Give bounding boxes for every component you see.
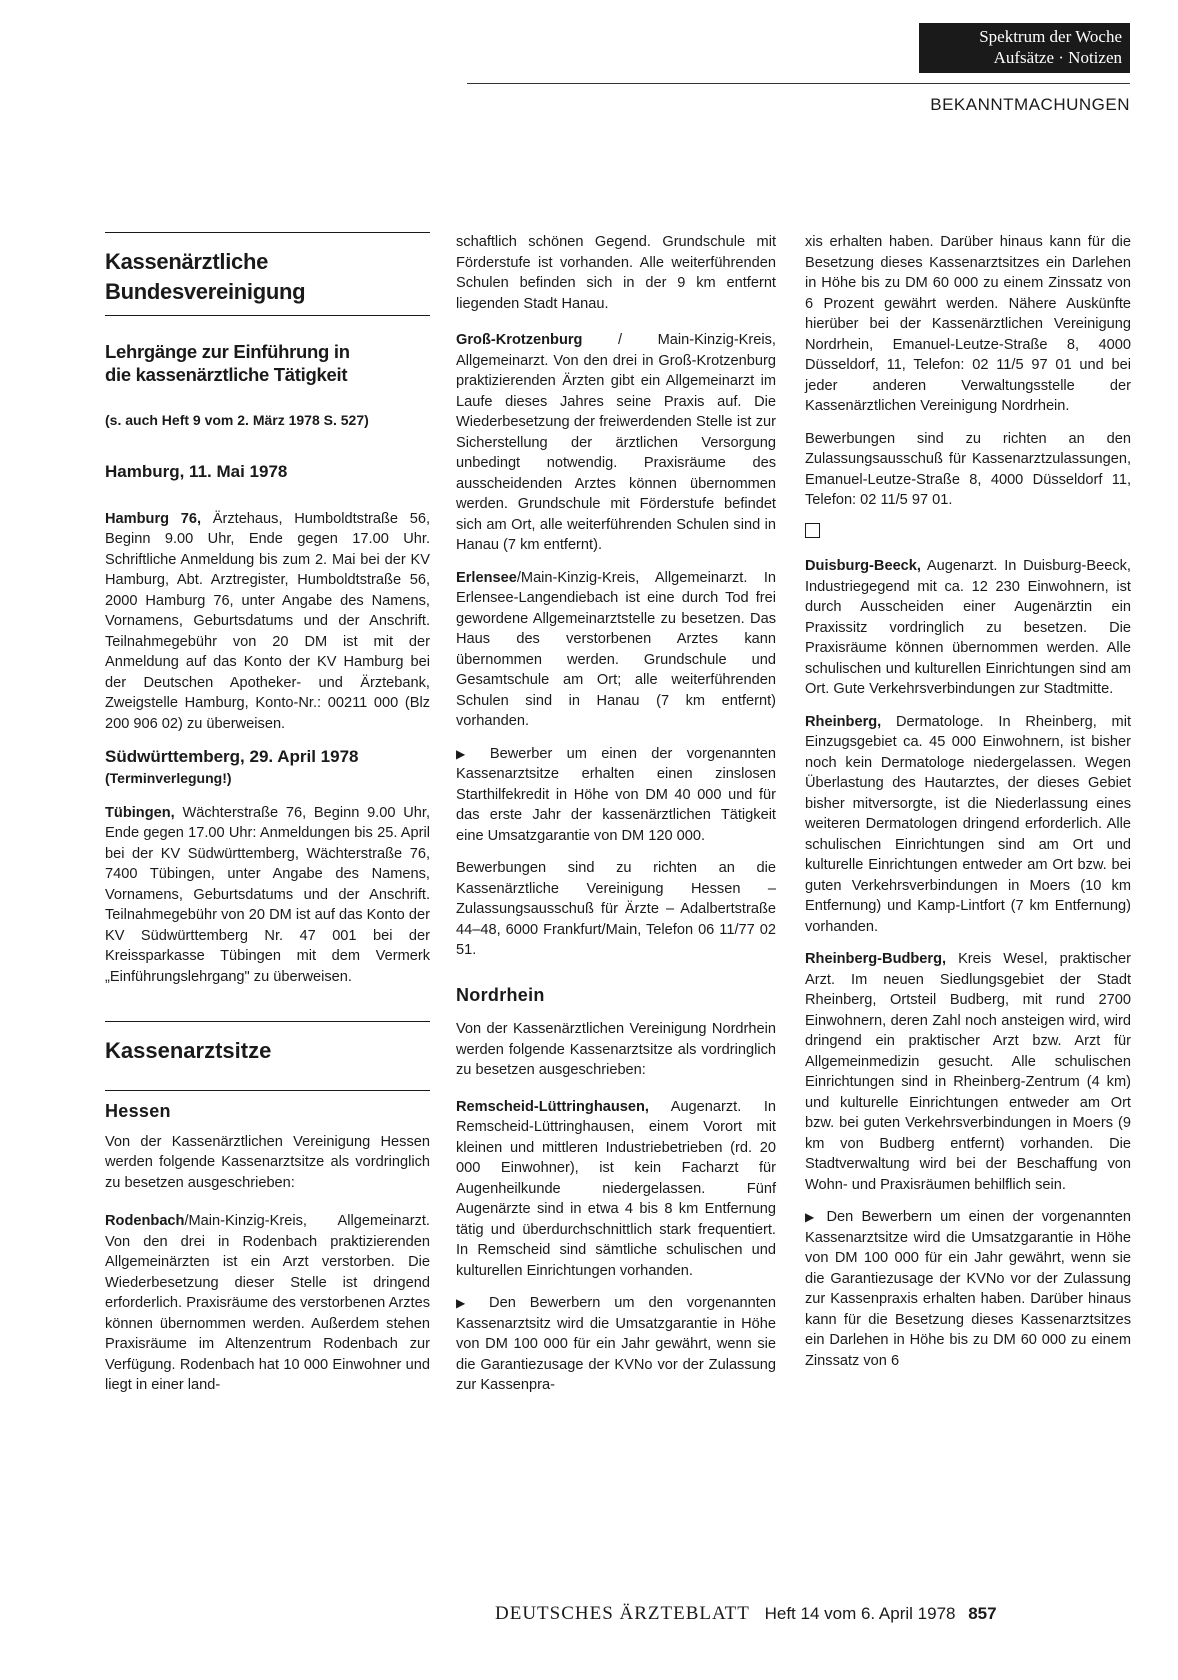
- entry-text: Kreis Wesel, praktischer Arzt. Im neuen Siedlungsgebiet der Stadt Rheinberg, Ortsteil Budberg, mit rund 2700 Einwohnern, deren Zahl noch ansteigen wird, wird dringend ein praktischer Arzt bzw. Arzt für Allgemeinmedizin gesucht. Alle schulischen Einrichtungen sind in Rheinberg-Zentrum (4 km) und kulturelle Einrichtungen entweder am Ort bzw. bei guten Verkehrsverbindungen in Moers (9 km von Budberg entfernt) vorhanden. Die Stadtverwaltung wird bei der Beschaffung von Wohn- und Praxisräumen behilflich sein.: [805, 951, 1131, 1193]
- column-2: [456, 232, 776, 1408]
- entry-lead: Erlensee: [456, 569, 517, 586]
- entry-lead: Groß-Krotzenburg: [456, 332, 583, 348]
- entry-lead: Tübingen,: [105, 804, 175, 821]
- header-rule: [467, 83, 1130, 84]
- issue-info: Heft 14 vom 6. April 1978: [764, 1604, 956, 1623]
- note-bewerber: [456, 744, 776, 847]
- entry-duisburg: [805, 556, 1131, 700]
- badge-line-1: Spektrum der Woche: [979, 27, 1122, 46]
- continued-text: schaftlich schönen Gegend. Grundschule mit Förderstufe ist vorhanden. Alle weiterführenden Schulen befinden sich in der 9 km entfernt liegenden Stadt Hanau.: [456, 234, 776, 312]
- entry-text: Augenarzt. In Duisburg-Beeck, Industriegegend mit ca. 12 230 Einwohnern, ist durch Ausscheiden einer Augenärztin ein Praxissitz vordringlich zu besetzen. Die Praxisräume können übernommen werden. Alle schulischen und kulturellen Einrichtungen sind am Ort. Gute Verkehrsverbindungen zur Stadtmitte.: [805, 558, 1131, 697]
- heading-kbv: Kassenärztliche Bundesvereinigung: [105, 249, 306, 304]
- heading-kassenarztsitze: Kassenarztsitze: [105, 1038, 272, 1063]
- entry-text: /Main-Kinzig-Kreis, Allgemeinarzt. Von den drei in Rodenbach praktizierenden Allgemeinärzten ist ein Arzt verstorben. Die Wiederbesetzung dieser Stelle ist dringend erforderlich. Praxisräume des verstorbenen Arztes können übernommen werden. Außerdem stehen Praxisräume im Altenzentrum Rodenbach zur Verfügung. Rodenbach hat 10 000 Einwohner und liegt in einer land-: [105, 1213, 430, 1393]
- heading-hessen: Hessen: [105, 1101, 171, 1121]
- entry-lead: Duisburg-Beeck,: [805, 558, 921, 574]
- note-terminverlegung: (Terminverlegung!): [105, 770, 232, 786]
- entry-rheinberg: [805, 712, 1131, 938]
- heading-hamburg: Hamburg, 11. Mai 1978: [105, 461, 288, 481]
- note-text: Den Bewerbern um einen der vorgenannten Kassenarztsitze wird die Umsatzgarantie in Höhe von DM 100 000 für ein Jahr gewährt, wenn sie die Garantiezusage der KVNo vor der Zulassung zur Kassenpraxis erhalten haben. Darüber hinaus kann für die Besetzung dieses Kassenarztsitzes ein Darlehen in Höhe bis zu DM 60 000 zu einem Zinssatz von 6: [805, 1209, 1132, 1369]
- entry-text: Augenarzt. In Remscheid-Lüttringhausen, einem Vorort mit kleinen und mittleren Industriebetrieben (rd. 20 000 Einwohner), ist kein Facharzt für Augenheilkunde niedergelassen. Fünf Augenärzte sind in etwa 4 bis 8 km Entfernung tätig und überdurchschnittlich stark frequentiert. In Remscheid sind sämtliche schulischen und kulturellen Einrichtungen vorhanden.: [456, 1098, 776, 1279]
- entry-tuebingen: [105, 803, 430, 988]
- heading-nordrhein: Nordrhein: [456, 984, 545, 1005]
- page-footer: [495, 1603, 1131, 1625]
- entry-lead: Rheinberg,: [805, 713, 882, 730]
- heading-lehrgaenge: Lehrgänge zur Einführung in die kassenärztliche Tätigkeit: [105, 341, 350, 385]
- section-badge: [919, 23, 1130, 73]
- note-bewerbungen: Bewerbungen sind zu richten an die Kassenärztliche Vereinigung Hessen – Zulassungsausschuß für Ärzte – Adalbertstraße 44–48, 6000 Frankfurt/Main, Telefon 06 11/77 02 51.: [456, 860, 776, 958]
- arrow-icon: ▶: [805, 1210, 819, 1224]
- column-3: [805, 232, 1131, 1383]
- entry-text: /Main-Kinzig-Kreis, Allgemeinarzt. In Erlensee-Langendiebach ist eine durch Tod frei gewordene Allgemeinarztstelle zu besetzen. Das Haus des verstorbenen Arztes kann übernommen werden. Grundschule und Gesamtschule am Ort; alle weiterführenden Schulen sind in Hanau (7 km entfernt) vorhanden.: [456, 569, 776, 729]
- arrow-icon: ▶: [456, 1296, 476, 1310]
- heading-suedwuerttemberg: Südwürttemberg, 29. April 1978: [105, 747, 359, 766]
- column-1: [105, 232, 430, 1408]
- note-bewerbungen: Bewerbungen sind zu richten an den Zulassungsausschuß für Kassenarztzulassungen, Emanuel-Leutze-Straße 8, 4000 Düsseldorf 11, Telefon: 02 11/5 97 01.: [805, 430, 1131, 508]
- hessen-intro: Von der Kassenärztlichen Vereinigung Hessen werden folgende Kassenarztsitze als vordringlich zu besetzen ausgeschrieben:: [105, 1133, 430, 1191]
- entry-lead: Rodenbach: [105, 1213, 185, 1229]
- entry-lead: Hamburg 76,: [105, 510, 202, 527]
- section-heading: BEKANNTMACHUNGEN: [930, 95, 1130, 114]
- entry-text: Ärztehaus, Humboldtstraße 56, Beginn 9.00 Uhr, Ende gegen 17.00 Uhr. Schriftliche Anmeldung bis zum 2. Mai bei der KV Hamburg, Abt. Arztregister, Humboldtstraße 56, 2000 Hamburg 76, unter Angabe des Namens, Vornamens, Geburtsdatums und der Anschrift. Teilnahmegebühr von 20 DM ist mit der Anmeldung auf das Konto der KV Hamburg bei der Deutschen Apotheker- und Ärztebank, Zweigstelle Hamburg, Konto-Nr.: 00211 000 (Blz 200 906 02) zu überweisen.: [105, 510, 430, 732]
- arrow-icon: ▶: [456, 746, 476, 761]
- entry-remscheid: [456, 1097, 776, 1282]
- entry-rodenbach: [105, 1211, 430, 1396]
- continued-text: xis erhalten haben. Darüber hinaus kann für die Besetzung dieses Kassenarztsitzes ein Darlehen in Höhe bis zu DM 60 000 zu einem Zinssatz von 6 Prozent gewährt werden. Nähere Auskünfte hierüber bei der Kassenärztlichen Vereinigung Nordrhein, Emanuel-Leutze-Straße 8, 4000 Düsseldorf, 11, Telefon: 02 11/5 97 01 und bei jeder anderen Verwaltungsstelle der Kassenärztlichen Vereinigung Nordrhein.: [805, 234, 1131, 414]
- nordrhein-intro: Von der Kassenärztlichen Vereinigung Nordrhein werden folgende Kassenarztsitze als vordringlich zu besetzen ausgeschrieben:: [456, 1021, 776, 1078]
- entry-rheinberg-budberg: [805, 949, 1131, 1195]
- entry-text: / Main-Kinzig-Kreis, Allgemeinarzt. Von den drei in Groß-Krotzenburg praktizierenden Ärzten gibt ein Allgemeinarzt im Laufe dieses Jahres seine Praxis auf. Die Wiederbesetzung der freiwerdenden Stelle ist zur Sicherstellung der ärztlichen Versorgung unbedingt notwendig. Praxisräume des ausscheidenden Arztes können übernommen werden. Grundschule mit Förderstufe befindet sich am Ort, alle weiterführenden Schulen sind in Hanau (7 km entfernt).: [456, 332, 776, 553]
- note-umsatzgarantie: [456, 1293, 776, 1396]
- note-heft: (s. auch Heft 9 vom 2. März 1978 S. 527): [105, 412, 369, 428]
- entry-erlensee: [456, 568, 776, 732]
- entry-text: Dermatologe. In Rheinberg, mit Einzugsgebiet ca. 45 000 Einwohnern, ist bisher noch kein Dermatologe niedergelassen. Wegen Überlastung des Hautarztes, der dieses Gebiet bisher mitversorgte, ist die Niederlassung eines weiteren Dermatologen dringend erforderlich. Alle schulischen Einrichtungen sind am Ort und kulturelle Einrichtungen entweder am Ort bzw. bei guten Verkehrsverbindungen in Moers (10 km Entfernung) und Kamp-Lintfort (7 km Entfernung) vorhanden.: [805, 713, 1131, 935]
- entry-hamburg: [105, 509, 430, 735]
- note-text: Den Bewerbern um den vorgenannten Kassenarztsitz wird die Umsatzgarantie in Höhe von DM 100 000 für ein Jahr gewährt, wenn sie die Garantiezusage der KVNo vor der Zulassung zur Kassenpra-: [456, 1295, 776, 1393]
- entry-lead: Rheinberg-Budberg,: [805, 951, 947, 967]
- separator-box: [805, 523, 1131, 545]
- magazine-title: DEUTSCHES ÄRZTEBLATT: [495, 1603, 750, 1624]
- badge-line-2: Aufsätze · Notizen: [993, 48, 1122, 67]
- note-umsatzgarantie: [805, 1207, 1131, 1371]
- note-text: Bewerber um einen der vorgenannten Kassenarztsitze erhalten einen zinslosen Starthilfekredit in Höhe von DM 40 000 und für das erste Jahr der kassenärztlichen Tätigkeit eine Umsatzgarantie von DM 120 000.: [456, 745, 776, 844]
- entry-lead: Remscheid-Lüttringhausen,: [456, 1098, 649, 1115]
- entry-gross-krotzenburg: [456, 330, 776, 556]
- box-icon: [805, 523, 820, 538]
- page-number: 857: [968, 1604, 997, 1623]
- entry-text: Wächterstraße 76, Beginn 9.00 Uhr, Ende gegen 17.00 Uhr: Anmeldungen bis 25. April bei der KV Südwürttemberg, Wächterstraße 76, 7400 Tübingen, unter Angabe des Namens, Vornamens, Geburtsdatums und der Anschrift. Teilnahmegebühr von 20 DM ist auf das Konto der KV Südwürttemberg Nr. 47 001 bei der Kreissparkasse Tübingen mit dem Vermerk „Einführungslehrgang" zu überweisen.: [105, 804, 431, 985]
